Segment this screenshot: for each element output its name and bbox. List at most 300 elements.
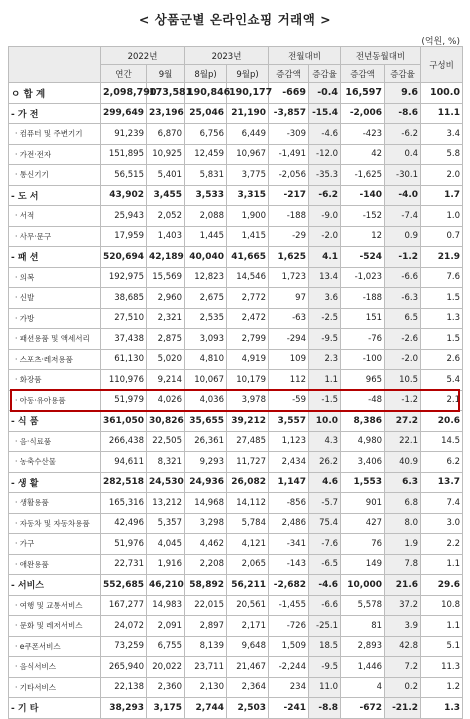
cell: -35.3	[309, 165, 341, 186]
cell: 27,510	[101, 308, 147, 329]
cell: 2.2	[421, 534, 463, 555]
cell: 8,386	[341, 411, 385, 432]
cell: 2,503	[227, 698, 269, 719]
header-category	[9, 47, 101, 83]
cell: -856	[269, 493, 309, 514]
row-label: · 의복	[9, 267, 101, 288]
cell: 299,649	[101, 103, 147, 124]
cell: 7.4	[421, 493, 463, 514]
category-row	[9, 103, 463, 124]
cell: -9.5	[309, 657, 341, 678]
row-label: · 스포츠·레저용품	[9, 349, 101, 370]
cell: -21.2	[385, 698, 421, 719]
cell: 1,446	[341, 657, 385, 678]
cell: 1.5	[421, 288, 463, 309]
cell: -12.0	[309, 144, 341, 165]
cell: 40.9	[385, 452, 421, 473]
table-row	[9, 206, 463, 227]
cell: 2,893	[341, 636, 385, 657]
cell: 27,485	[227, 431, 269, 452]
cell: 40,040	[185, 247, 227, 268]
cell: 56,515	[101, 165, 147, 186]
cell: -1.2	[385, 390, 421, 411]
cell: -2,244	[269, 657, 309, 678]
cell: 5,020	[147, 349, 185, 370]
cell: -217	[269, 185, 309, 206]
cell: 2,098,790	[101, 83, 147, 104]
header-share: 구성비	[421, 47, 463, 83]
cell: 22,138	[101, 677, 147, 698]
table-body	[9, 83, 463, 719]
total-row	[9, 83, 463, 104]
cell: 0.4	[385, 144, 421, 165]
cell: -8.8	[309, 698, 341, 719]
cell: 10,925	[147, 144, 185, 165]
cell: -2,056	[269, 165, 309, 186]
table-row	[9, 370, 463, 391]
cell: -143	[269, 554, 309, 575]
cell: 901	[341, 493, 385, 514]
cell: 7.6	[421, 267, 463, 288]
cell: 30,826	[147, 411, 185, 432]
cell: 4,462	[185, 534, 227, 555]
cell: 3,315	[227, 185, 269, 206]
cell: 2,772	[227, 288, 269, 309]
header-2022: 2022년	[101, 47, 185, 65]
table-row	[9, 636, 463, 657]
cell: -5.7	[309, 493, 341, 514]
cell: 35,655	[185, 411, 227, 432]
cell: 1.3	[421, 308, 463, 329]
cell: 4.1	[309, 247, 341, 268]
table-row	[9, 329, 463, 350]
cell: -1,023	[341, 267, 385, 288]
cell: -188	[341, 288, 385, 309]
row-label: · 문화 및 레저서비스	[9, 616, 101, 637]
table-row	[9, 308, 463, 329]
cell: 1.1	[421, 616, 463, 637]
cell: -29	[269, 226, 309, 247]
cell: 4,980	[341, 431, 385, 452]
cell: 12,459	[185, 144, 227, 165]
header-mom: 전월대비	[269, 47, 341, 65]
cell: 22,731	[101, 554, 147, 575]
cell: 4.6	[309, 472, 341, 493]
cell: 23,196	[147, 103, 185, 124]
row-label: · 사무·문구	[9, 226, 101, 247]
cell: 11.3	[421, 657, 463, 678]
cell: 2,088	[185, 206, 227, 227]
cell: 4,026	[147, 390, 185, 411]
header-yoy: 전년동월대비	[341, 47, 421, 65]
cell: 94,611	[101, 452, 147, 473]
cell: 2,535	[185, 308, 227, 329]
row-label: · 여행 및 교통서비스	[9, 595, 101, 616]
cell: -59	[269, 390, 309, 411]
cell: 2.1	[421, 390, 463, 411]
subheader-aug-2023: 8월p)	[185, 65, 227, 83]
cell: 5,357	[147, 513, 185, 534]
table-row	[9, 493, 463, 514]
cell: 42	[341, 144, 385, 165]
row-label: · 농축수산물	[9, 452, 101, 473]
cell: 1.5	[421, 329, 463, 350]
cell: -9.5	[309, 329, 341, 350]
cell: 24,936	[185, 472, 227, 493]
cell: 151	[341, 308, 385, 329]
cell: 3,406	[341, 452, 385, 473]
cell: 0.7	[421, 226, 463, 247]
cell: 27.2	[385, 411, 421, 432]
cell: 2,208	[185, 554, 227, 575]
row-label: · 아동·유아용품	[9, 390, 101, 411]
cell: -188	[269, 206, 309, 227]
cell: -7.4	[385, 206, 421, 227]
cell: 1.0	[421, 206, 463, 227]
row-label: · 자동차 및 자동차용품	[9, 513, 101, 534]
cell: 2.3	[309, 349, 341, 370]
cell: 25,943	[101, 206, 147, 227]
cell: -6.3	[385, 288, 421, 309]
subheader-yoy-amount: 증감액	[341, 65, 385, 83]
cell: 42,496	[101, 513, 147, 534]
cell: 20.6	[421, 411, 463, 432]
cell: 5.8	[421, 144, 463, 165]
cell: 8,139	[185, 636, 227, 657]
row-label: · 가전·전자	[9, 144, 101, 165]
cell: 2,171	[227, 616, 269, 637]
cell: 5.4	[421, 370, 463, 391]
cell: 3.0	[421, 513, 463, 534]
cell: 1,553	[341, 472, 385, 493]
cell: 14,546	[227, 267, 269, 288]
row-label: · e쿠폰서비스	[9, 636, 101, 657]
cell: 1,916	[147, 554, 185, 575]
cell: 14.5	[421, 431, 463, 452]
row-label: - 가 전	[9, 103, 101, 124]
cell: 37,438	[101, 329, 147, 350]
cell: 3,557	[269, 411, 309, 432]
cell: 39,212	[227, 411, 269, 432]
row-label: - 도 서	[9, 185, 101, 206]
cell: -0.4	[309, 83, 341, 104]
cell: 26,361	[185, 431, 227, 452]
cell: 6,755	[147, 636, 185, 657]
cell: 4,045	[147, 534, 185, 555]
cell: 12	[341, 226, 385, 247]
cell: 2,130	[185, 677, 227, 698]
row-label: · 가방	[9, 308, 101, 329]
category-row	[9, 575, 463, 596]
cell: 0.2	[385, 677, 421, 698]
cell: 2,472	[227, 308, 269, 329]
cell: 165,316	[101, 493, 147, 514]
cell: 7.2	[385, 657, 421, 678]
cell: 2,744	[185, 698, 227, 719]
table-row	[9, 267, 463, 288]
subheader-annual: 연간	[101, 65, 147, 83]
row-label: · 음식서비스	[9, 657, 101, 678]
cell: 13.7	[421, 472, 463, 493]
online-shopping-table	[8, 46, 463, 719]
cell: 7.8	[385, 554, 421, 575]
cell: 91,239	[101, 124, 147, 145]
cell: 2,091	[147, 616, 185, 637]
cell: 9,293	[185, 452, 227, 473]
cell: -30.1	[385, 165, 421, 186]
cell: 9,214	[147, 370, 185, 391]
cell: -8.6	[385, 103, 421, 124]
cell: 42.8	[385, 636, 421, 657]
table-row	[9, 657, 463, 678]
cell: 965	[341, 370, 385, 391]
cell: 0.9	[385, 226, 421, 247]
cell: -63	[269, 308, 309, 329]
cell: 3,298	[185, 513, 227, 534]
cell: 21,190	[227, 103, 269, 124]
cell: 13,212	[147, 493, 185, 514]
cell: 20,561	[227, 595, 269, 616]
table-row	[9, 124, 463, 145]
cell: 76	[341, 534, 385, 555]
cell: 10.8	[421, 595, 463, 616]
subheader-mom-rate: 증감율	[309, 65, 341, 83]
cell: -309	[269, 124, 309, 145]
cell: 3.9	[385, 616, 421, 637]
cell: 18.5	[309, 636, 341, 657]
cell: 6.2	[421, 452, 463, 473]
cell: -423	[341, 124, 385, 145]
cell: 4,919	[227, 349, 269, 370]
cell: 6,756	[185, 124, 227, 145]
cell: 14,112	[227, 493, 269, 514]
cell: -6.6	[309, 595, 341, 616]
cell: -341	[269, 534, 309, 555]
cell: -100	[341, 349, 385, 370]
cell: 41,665	[227, 247, 269, 268]
table-row	[9, 554, 463, 575]
cell: 10.5	[385, 370, 421, 391]
cell: 29.6	[421, 575, 463, 596]
cell: 1,509	[269, 636, 309, 657]
cell: 20,022	[147, 657, 185, 678]
cell: 5.1	[421, 636, 463, 657]
cell: 266,438	[101, 431, 147, 452]
cell: -2.0	[385, 349, 421, 370]
cell: 2,052	[147, 206, 185, 227]
table-row	[9, 431, 463, 452]
cell: -1,625	[341, 165, 385, 186]
cell: 3.4	[421, 124, 463, 145]
cell: 4	[341, 677, 385, 698]
cell: 14,983	[147, 595, 185, 616]
row-label: · 서적	[9, 206, 101, 227]
table-row	[9, 349, 463, 370]
cell: 1.3	[421, 698, 463, 719]
table-row	[9, 677, 463, 698]
cell: 46,210	[147, 575, 185, 596]
cell: 5,831	[185, 165, 227, 186]
cell: -48	[341, 390, 385, 411]
cell: -294	[269, 329, 309, 350]
table-row	[9, 288, 463, 309]
cell: 8.0	[385, 513, 421, 534]
cell: 5,578	[341, 595, 385, 616]
cell: 2,486	[269, 513, 309, 534]
cell: 4,036	[185, 390, 227, 411]
cell: 42,189	[147, 247, 185, 268]
cell: 10,967	[227, 144, 269, 165]
cell: 2,875	[147, 329, 185, 350]
cell: 22,015	[185, 595, 227, 616]
cell: 4,810	[185, 349, 227, 370]
cell: 26,082	[227, 472, 269, 493]
cell: 4.3	[309, 431, 341, 452]
cell: 190,177	[227, 83, 269, 104]
cell: 1,723	[269, 267, 309, 288]
row-label: · 통신기기	[9, 165, 101, 186]
cell: 38,685	[101, 288, 147, 309]
cell: 14,968	[185, 493, 227, 514]
cell: 12,823	[185, 267, 227, 288]
cell: 24,072	[101, 616, 147, 637]
cell: 2,675	[185, 288, 227, 309]
cell: 100.0	[421, 83, 463, 104]
cell: 17,959	[101, 226, 147, 247]
row-label: · 음·식료품	[9, 431, 101, 452]
cell: 1.1	[309, 370, 341, 391]
row-label: · 컴퓨터 및 주변기기	[9, 124, 101, 145]
cell: 2,364	[227, 677, 269, 698]
cell: 1,403	[147, 226, 185, 247]
cell: 21,467	[227, 657, 269, 678]
cell: 2,960	[147, 288, 185, 309]
cell: 3,775	[227, 165, 269, 186]
cell: 6.8	[385, 493, 421, 514]
row-label: - 서비스	[9, 575, 101, 596]
table-row	[9, 226, 463, 247]
cell: 1,415	[227, 226, 269, 247]
cell: -140	[341, 185, 385, 206]
cell: 24,530	[147, 472, 185, 493]
cell: -25.1	[309, 616, 341, 637]
cell: -6.6	[385, 267, 421, 288]
cell: 151,895	[101, 144, 147, 165]
cell: 10,067	[185, 370, 227, 391]
category-row	[9, 472, 463, 493]
table-row	[9, 452, 463, 473]
cell: 4,121	[227, 534, 269, 555]
cell: 97	[269, 288, 309, 309]
category-row	[9, 185, 463, 206]
cell: 23,711	[185, 657, 227, 678]
cell: 1,445	[185, 226, 227, 247]
cell: 56,211	[227, 575, 269, 596]
cell: 13.4	[309, 267, 341, 288]
cell: 6.5	[385, 308, 421, 329]
cell: 25,046	[185, 103, 227, 124]
cell: 16,597	[341, 83, 385, 104]
cell: -1,455	[269, 595, 309, 616]
cell: 10,000	[341, 575, 385, 596]
cell: -1.5	[309, 390, 341, 411]
cell: -76	[341, 329, 385, 350]
cell: 1.9	[385, 534, 421, 555]
cell: 109	[269, 349, 309, 370]
table-row	[9, 144, 463, 165]
row-label: · 기타서비스	[9, 677, 101, 698]
cell: 1.2	[421, 677, 463, 698]
cell: -672	[341, 698, 385, 719]
table-row	[9, 534, 463, 555]
cell: 37.2	[385, 595, 421, 616]
cell: 1.1	[421, 554, 463, 575]
cell: 9,648	[227, 636, 269, 657]
cell: 2,799	[227, 329, 269, 350]
cell: 1.7	[421, 185, 463, 206]
cell: 6.3	[385, 472, 421, 493]
cell: -2,682	[269, 575, 309, 596]
cell: 8,321	[147, 452, 185, 473]
cell: 110,976	[101, 370, 147, 391]
cell: 9.6	[385, 83, 421, 104]
cell: 51,979	[101, 390, 147, 411]
cell: 1,147	[269, 472, 309, 493]
cell: 2.6	[421, 349, 463, 370]
subheader-mom-amount: 증감액	[269, 65, 309, 83]
cell: 58,892	[185, 575, 227, 596]
table-row	[9, 595, 463, 616]
cell: 43,902	[101, 185, 147, 206]
cell: 427	[341, 513, 385, 534]
cell: 282,518	[101, 472, 147, 493]
cell: 22,505	[147, 431, 185, 452]
cell: 3.6	[309, 288, 341, 309]
row-label: · 화장품	[9, 370, 101, 391]
row-label: - 생 활	[9, 472, 101, 493]
row-label: ㅇ 합 계	[9, 83, 101, 104]
cell: 3,455	[147, 185, 185, 206]
cell: -6.2	[385, 124, 421, 145]
cell: 2,434	[269, 452, 309, 473]
table-row	[9, 513, 463, 534]
cell: -2.6	[385, 329, 421, 350]
cell: 1,123	[269, 431, 309, 452]
cell: 190,846	[185, 83, 227, 104]
cell: 192,975	[101, 267, 147, 288]
cell: 361,050	[101, 411, 147, 432]
cell: 5,784	[227, 513, 269, 534]
cell: -2.5	[309, 308, 341, 329]
cell: 15,569	[147, 267, 185, 288]
cell: 75.4	[309, 513, 341, 534]
row-label: · 신발	[9, 288, 101, 309]
cell: 3,533	[185, 185, 227, 206]
row-label: - 식 품	[9, 411, 101, 432]
cell: -3,857	[269, 103, 309, 124]
cell: 6,449	[227, 124, 269, 145]
category-row	[9, 247, 463, 268]
cell: 11,727	[227, 452, 269, 473]
cell: 149	[341, 554, 385, 575]
cell: 22.1	[385, 431, 421, 452]
table-row	[9, 616, 463, 637]
cell: 552,685	[101, 575, 147, 596]
cell: 2,321	[147, 308, 185, 329]
cell: -524	[341, 247, 385, 268]
subheader-yoy-rate: 증감율	[385, 65, 421, 83]
cell: 520,694	[101, 247, 147, 268]
